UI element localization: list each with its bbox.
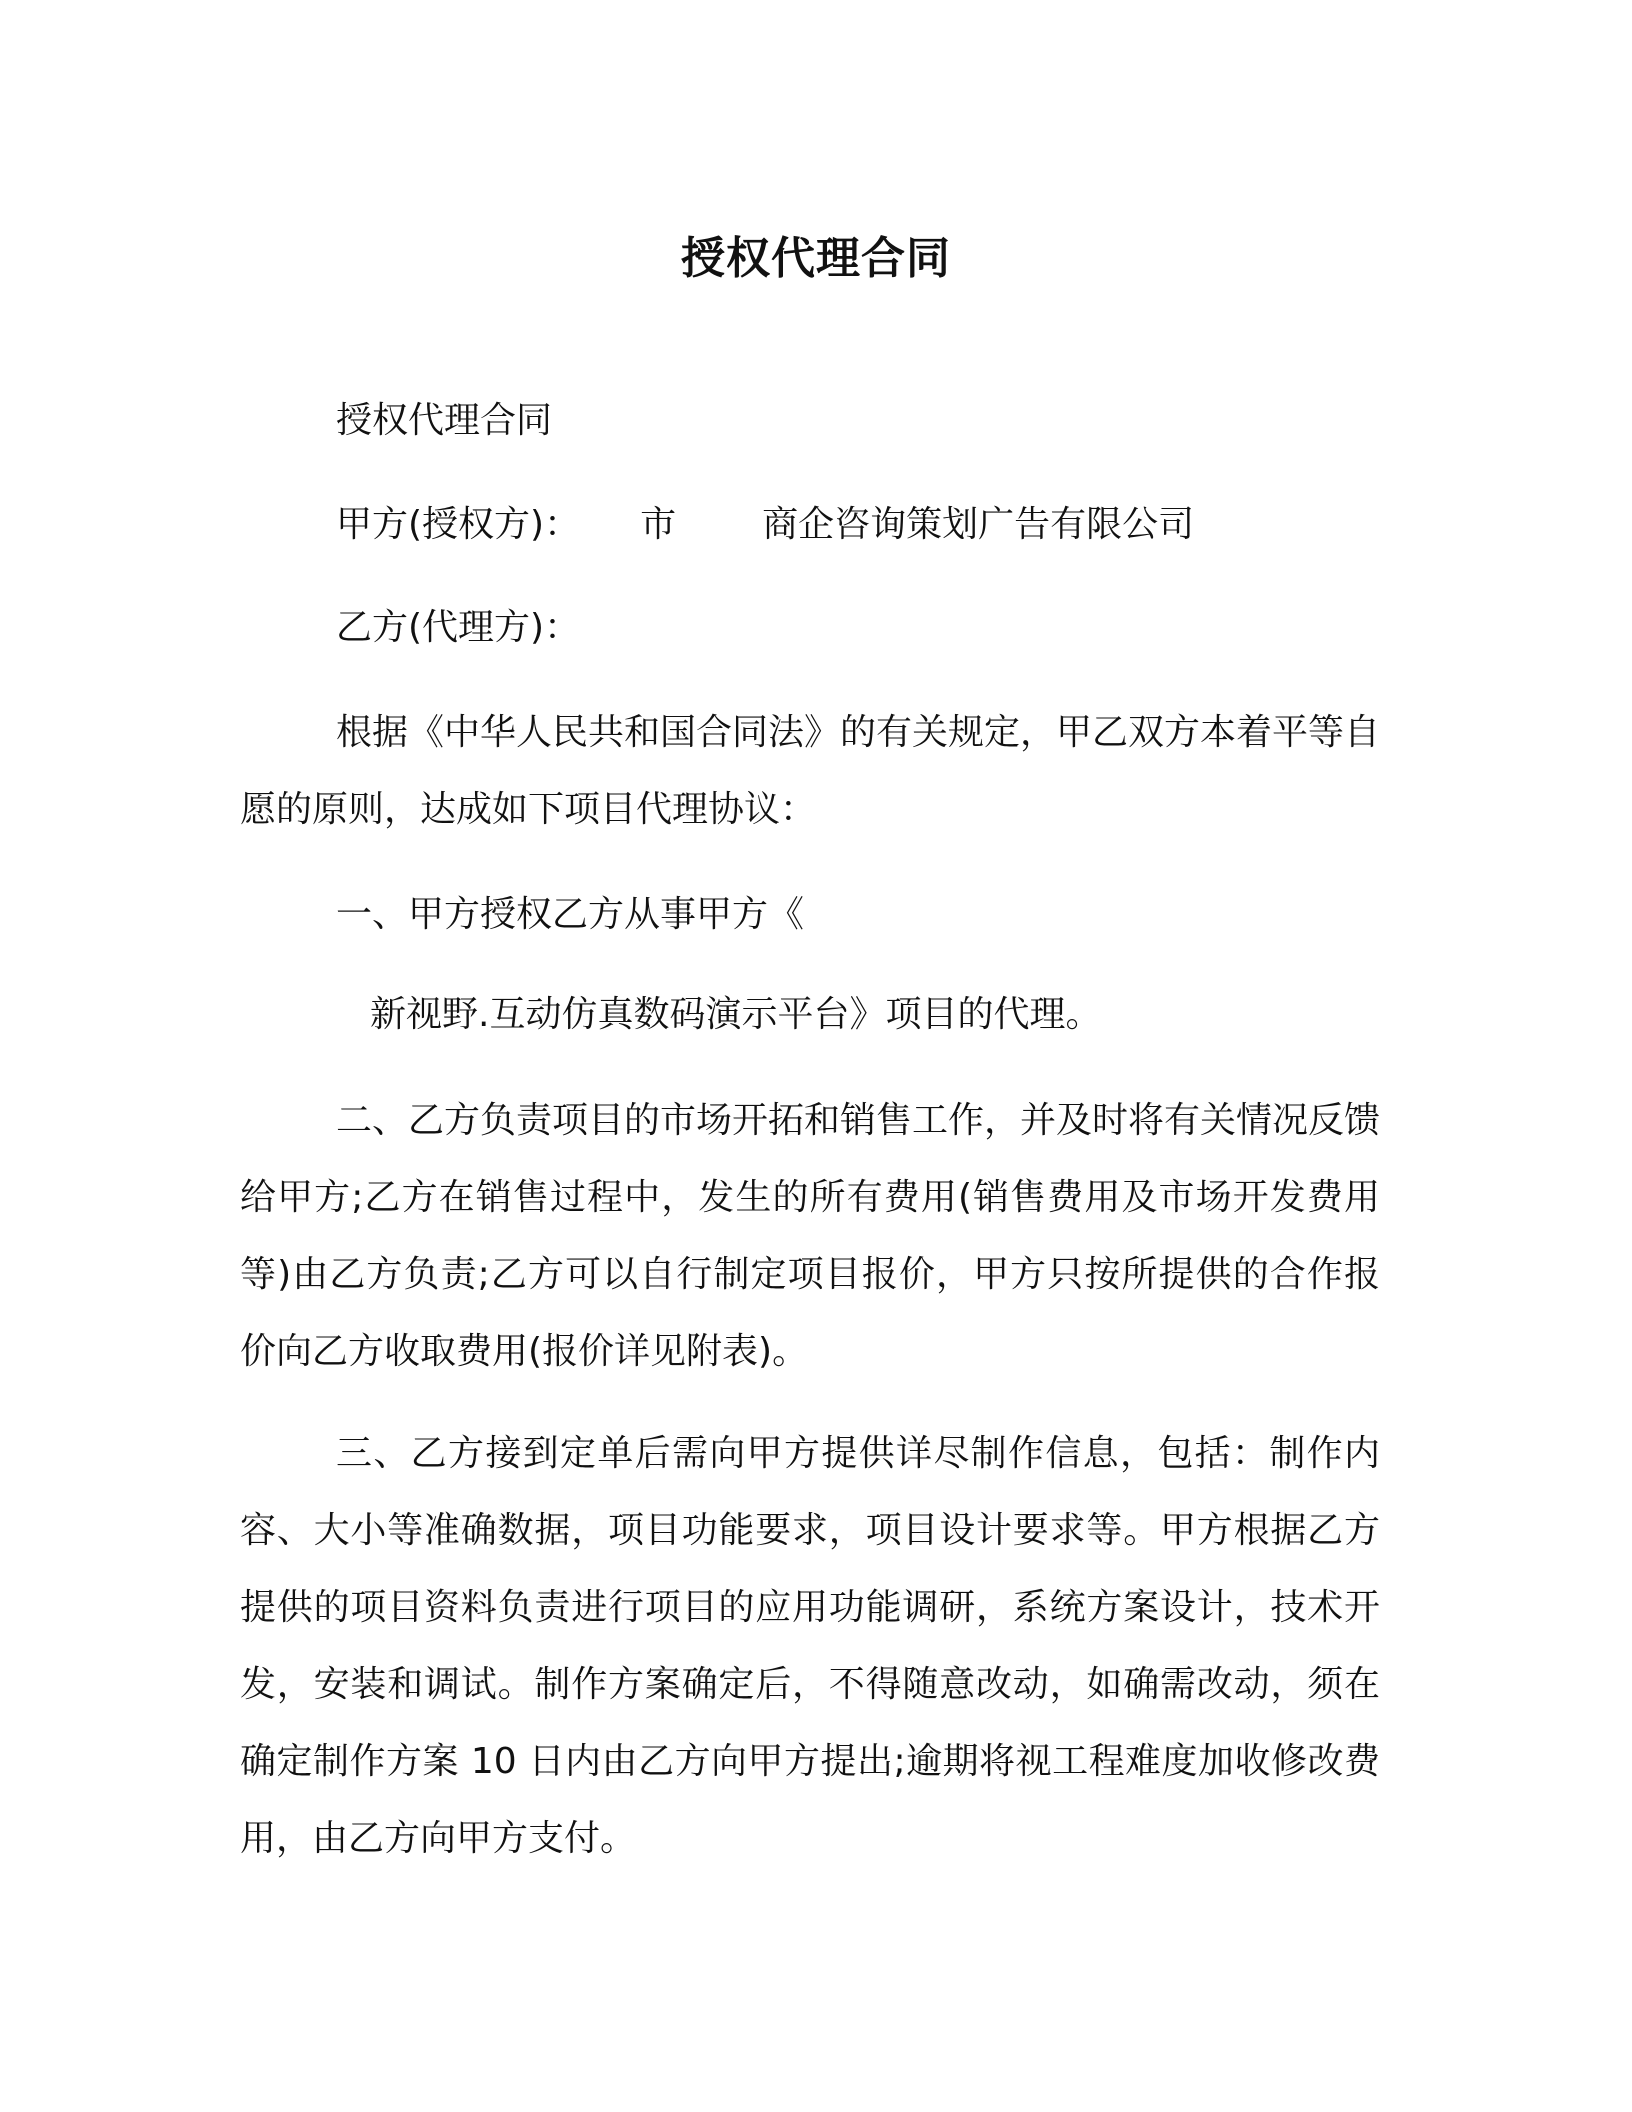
clause-1-line-1: 一、甲方授权乙方从事甲方《: [336, 894, 805, 935]
party-a-line: [336, 500, 1194, 550]
clause-2-paragraph: 二、乙方负责项目的市场开拓和销售工作，并及时将有关情况反馈给甲方;乙方在销售过程中，发生的所有费用(销售费用及市场开发费用等)由乙方负责;乙方可以自行制定项目报价，甲方只按所提供的合作报价向乙方收取费用(报价详见附表)。: [240, 1100, 1381, 1372]
clause-1-line-2: 新视野.互动仿真数码演示平台》项目的代理。: [370, 994, 1102, 1035]
party-a-city: 市: [640, 504, 677, 545]
preamble-paragraph: 根据《中华人民共和国合同法》的有关规定，甲乙双方本着平等自愿的原则，达成如下项目代理协议：: [240, 712, 1381, 830]
document-title: 授权代理合同: [681, 233, 951, 284]
party-a-label: 甲方(授权方)：: [336, 504, 581, 545]
party-a-name: 商企咨询策划广告有限公司: [762, 504, 1195, 545]
document-subtitle: 授权代理合同: [336, 400, 553, 441]
party-b-label: 乙方(代理方)：: [336, 607, 581, 648]
clause-3-paragraph: 三、乙方接到定单后需向甲方提供详尽制作信息，包括：制作内容、大小等准确数据，项目功能要求，项目设计要求等。甲方根据乙方提供的项目资料负责进行项目的应用功能调研，系统方案设计，技术开发，安装和调试。制作方案确定后，不得随意改动，如确需改动，须在确定制作方案 10 日内由乙方向甲方提出;逾期将视工程难度加收修改费用，由乙方向甲方支付。: [240, 1433, 1380, 1859]
